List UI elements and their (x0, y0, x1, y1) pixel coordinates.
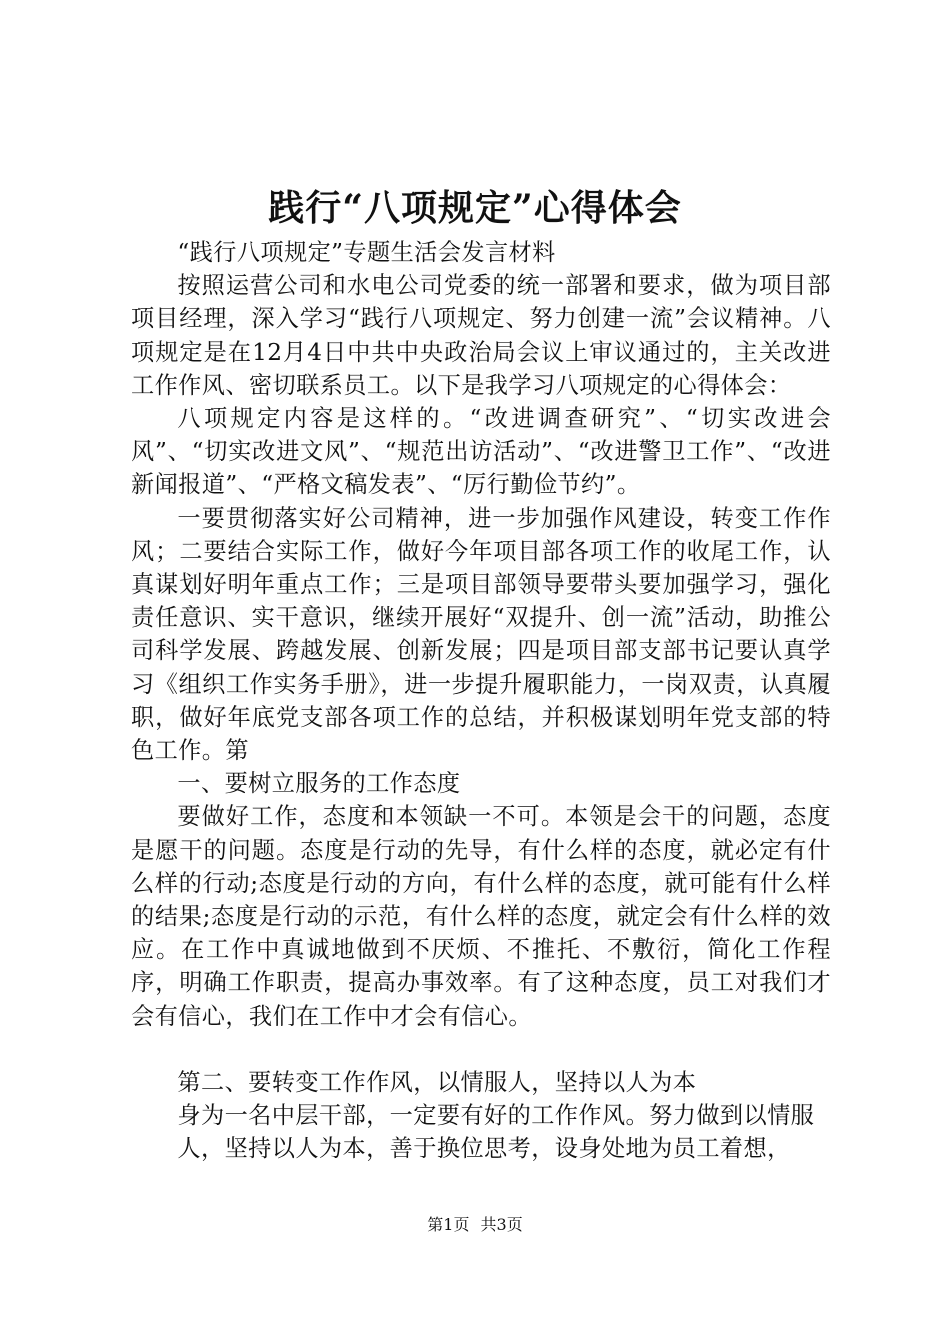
paragraph-subtitle: “践行八项规定”专题生活会发言材料 (177, 239, 556, 266)
section-heading-1: 一、要树立服务的工作态度 (177, 770, 461, 798)
paragraph-eight-rules: 八项规定内容是这样的。“改进调查研究”、“切实改进会风”、“切实改进文风”、“规范出访活动”、“改进警卫工作”、“改进新闻报道”、“严格文稿发表”、“厉行勤俭节约”。 (131, 405, 831, 499)
paragraph-requirements: 一要贯彻落实好公司精神，进一步加强作风建设，转变工作作风；二要结合实际工作，做好今年项目部各项工作的收尾工作，认真谋划好明年重点工作；三是项目部领导要带头要加强学习，强化责任意识、实干意识，继续开展好“双提升、创一流”活动，助推公司科学发展、跨越发展、创新发展；四是项目部支部书记要认真学习《组织工作实务手册》，进一步提升履职能力，一岗双责，认真履职，做好年底党支部各项工作的总结，并积极谋划明年党支部的特色工作。第 (131, 504, 831, 765)
page-number: 第1页 (427, 1215, 470, 1234)
document-body (131, 236, 831, 1165)
paragraph-intro: 按照运营公司和水电公司党委的统一部署和要求，做为项目部项目经理，深入学习“践行八项规定、努力创建一流”会议精神。八项规定是在12月4日中共中央政治局会议上审议通过的，主关改进工作作风、密切联系员工。以下是我学习八项规定的心得体会： (131, 272, 831, 399)
paragraph-work-style: 身为一名中层干部，一定要有好的工作作风。努力做到以情服 (177, 1102, 815, 1130)
document-title: 践行“八项规定”心得体会 (268, 187, 682, 229)
page-footer (0, 1213, 950, 1237)
paragraph-attitude: 要做好工作，态度和本领缺一不可。本领是会干的问题，态度是愿干的问题。态度是行动的先导，有什么样的态度，就必定有什么样的行动;态度是行动的方向，有什么样的态度，就可能有什么样的结果;态度是行动的示范，有什么样的态度，就定会有什么样的效应。在工作中真诚地做到不厌烦、不推托、不敷衍，简化工作程序，明确工作职责，提高办事效率。有了这种态度，员工对我们才会有信心，我们在工作中才会有信心。 (131, 803, 831, 1030)
page-total: 共3页 (480, 1215, 523, 1234)
section-heading-2: 第二、要转变工作作风，以情服人，坚持以人为本 (177, 1068, 697, 1096)
paragraph-people-first: 人，坚持以人为本，善于换位思考，设身处地为员工着想， (177, 1135, 791, 1163)
